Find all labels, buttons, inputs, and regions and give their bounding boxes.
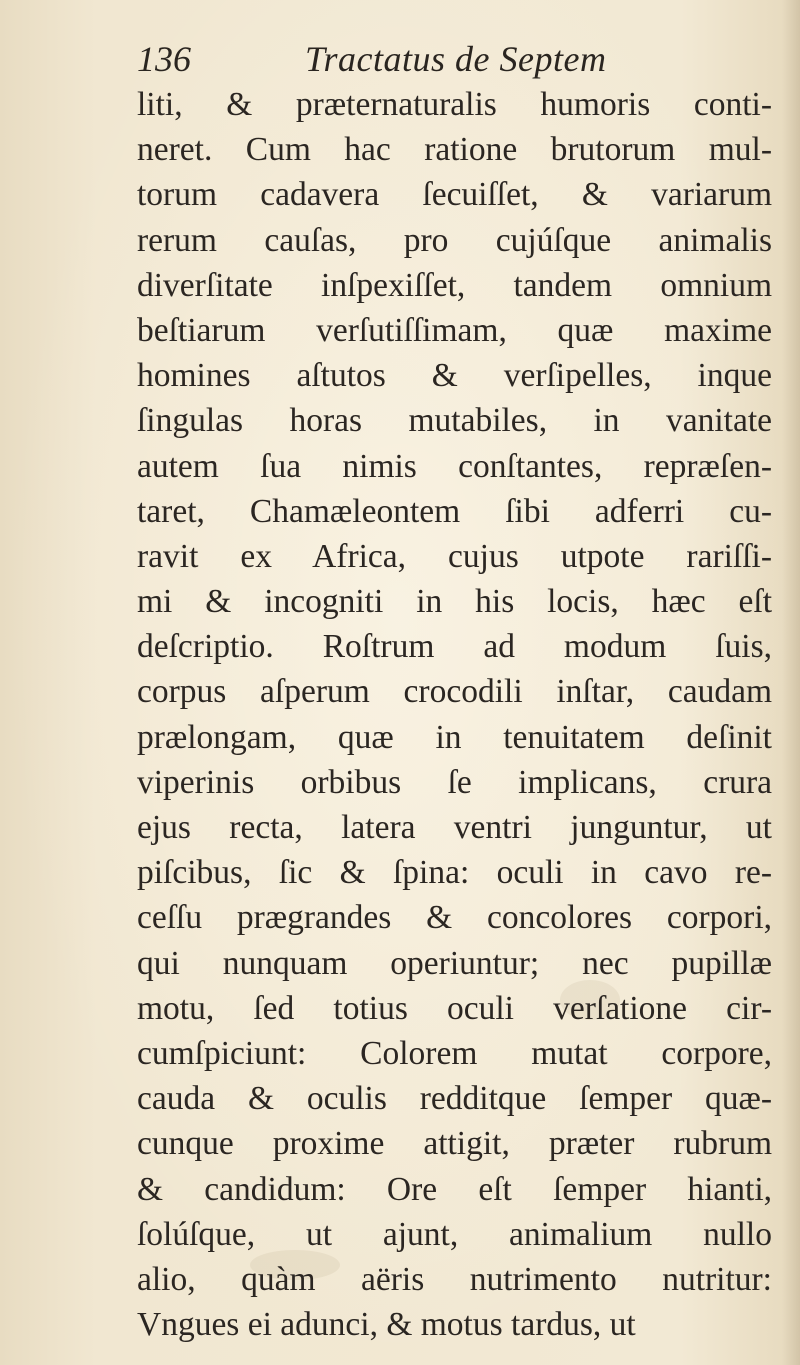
text-line: cunque proxime attigit, præter rubrum (137, 1125, 772, 1163)
text-line: liti, & præternaturalis humoris conti- (137, 86, 772, 123)
text-line: qui nunquam operiuntur; nec pupillæ (137, 944, 772, 982)
text-line: neret. Cum hac ratione brutorum mul- (137, 131, 772, 169)
text-line: cumſpiciunt: Colorem mutat corpore, (137, 1034, 772, 1072)
text-line: diverſitate inſpexiſſet, tandem omnium (137, 266, 772, 304)
text-line: beſtiarum verſutiſſimam, quæ maxime (137, 311, 772, 349)
text-line: alio, quàm aëris nutrimento nutritur: (137, 1260, 772, 1298)
text-line: cauda & oculis redditque ſemper quæ- (137, 1080, 772, 1118)
page-edge-shadow (782, 0, 800, 1365)
text-line: Vngues ei adunci, & motus tardus, ut (137, 1306, 636, 1344)
text-line: ceſſu prægrandes & concolores corpori, (137, 899, 772, 937)
text-line: homines aſtutos & verſipelles, inque (137, 357, 772, 395)
text-line: prælongam, quæ in tenuitatem deſinit (137, 718, 772, 756)
text-line: ejus recta, latera ventri junguntur, ut (137, 809, 772, 846)
page-number: 136 (137, 39, 191, 79)
text-line: rerum cauſas, pro cujúſque animalis (137, 221, 772, 259)
text-line: taret, Chamæleontem ſibi adferri cu- (137, 492, 772, 530)
text-line: motu, ſed totius oculi verſatione cir- (137, 989, 772, 1027)
text-line: autem ſua nimis conſtantes, repræſen- (137, 447, 772, 485)
text-line: ravit ex Africa, cujus utpote rariſſi- (137, 537, 772, 575)
text-line: ſolúſque, ut ajunt, animalium nullo (137, 1215, 772, 1253)
text-line: piſcibus, ſic & ſpina: oculi in cavo re- (137, 854, 772, 892)
running-head (0, 38, 800, 88)
text-line: torum cadavera ſecuiſſet, & variarum (137, 176, 772, 214)
running-title: Tractatus de Septem (305, 39, 607, 79)
text-line: viperinis orbibus ſe implicans, crura (137, 763, 772, 801)
text-line: & candidum: Ore eſt ſemper hianti, (137, 1170, 772, 1208)
body-text (137, 82, 772, 1347)
text-line: mi & incogniti in his locis, hæc eſt (137, 583, 772, 621)
text-line: corpus aſperum crocodili inſtar, caudam (137, 673, 772, 711)
text-line: deſcriptio. Roſtrum ad modum ſuis, (137, 628, 772, 666)
text-line: ſingulas horas mutabiles, in vanitate (137, 402, 772, 440)
